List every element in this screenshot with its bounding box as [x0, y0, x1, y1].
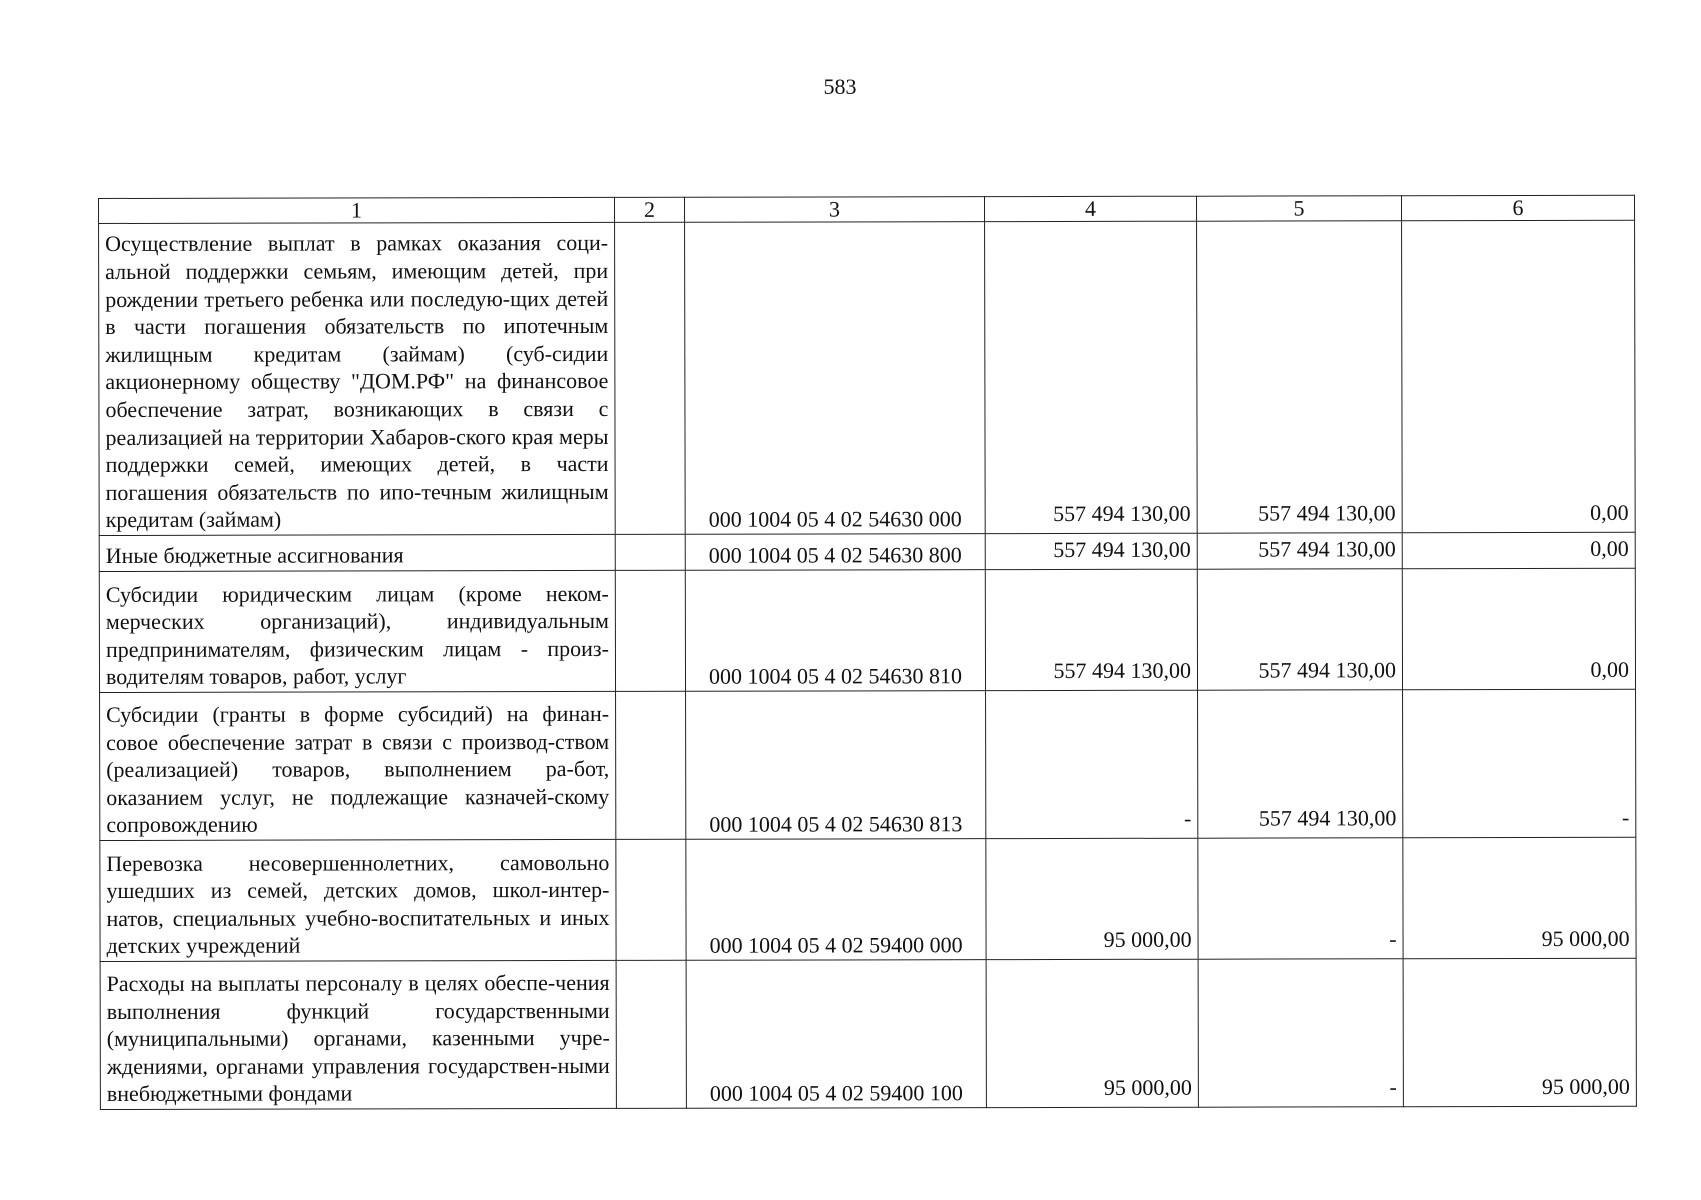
- row-col5-value: 557 494 130,00: [1258, 536, 1396, 562]
- row-col4: [985, 221, 1198, 533]
- table-row: [100, 689, 1636, 840]
- row-col6: [1403, 958, 1636, 1106]
- row-col5: [1197, 569, 1402, 690]
- row-col6: [1402, 220, 1636, 532]
- row-col4: [986, 959, 1198, 1107]
- row-code: 000 1004 05 4 02 59400 000: [686, 839, 986, 961]
- row-code: 000 1004 05 4 02 54630 800: [685, 534, 985, 571]
- row-name: Расходы на выплаты персоналу в целях обеспе-чения выполнения функций государственными (муниципальными) органами, казенными учре-ждениями, органами управления государствен-ными внебюджетными фондами: [100, 960, 616, 1109]
- row-col6-value: 95 000,00: [1541, 925, 1630, 951]
- row-col5: [1197, 533, 1402, 569]
- row-col4: [986, 690, 1198, 838]
- row-col6-value: 95 000,00: [1541, 1073, 1630, 1099]
- row-col4-value: -: [1183, 805, 1192, 831]
- table-row: [100, 837, 1636, 961]
- header-col-2: 2: [614, 197, 684, 222]
- header-col-6: 6: [1401, 195, 1634, 220]
- row-code: 000 1004 05 4 02 59400 100: [686, 960, 986, 1109]
- row-code: 000 1004 05 4 02 54630 813: [686, 691, 986, 840]
- row-col5: [1198, 690, 1403, 838]
- row-col4-value: 557 494 130,00: [1053, 657, 1192, 683]
- budget-table: [98, 195, 1637, 1110]
- row-col2: [615, 534, 685, 570]
- header-col-1: 1: [99, 197, 615, 223]
- header-col-4: 4: [984, 196, 1196, 221]
- page-number: 583: [823, 74, 857, 99]
- row-name: Иные бюджетные ассигнования: [99, 534, 615, 571]
- table-row: [100, 958, 1636, 1109]
- row-col5-value: 557 494 130,00: [1258, 500, 1396, 526]
- header-col-3: 3: [684, 197, 984, 223]
- row-col2: [616, 960, 686, 1108]
- row-name: Осуществление выплат в рамках оказания соци-альной поддержки семьям, имеющим детей, при рождении третьего ребенка или последую-щих детей в части погашения обязательств по ипотечным жилищным кредитам (займам) (суб-сидии акционерному обществу "ДОМ.РФ" на финансовое обеспечение затрат, возникающих в связи с реализацией на территории Хабаров-ского края меры поддержки семей, имеющих детей, в части погашения обязательств по ипо-течным жилищным кредитам (займам): [99, 222, 616, 535]
- row-col6-value: 0,00: [1590, 656, 1630, 682]
- row-col2: [616, 839, 686, 960]
- row-col2: [615, 222, 686, 534]
- row-col6-value: -: [1621, 804, 1630, 830]
- row-col5: [1198, 959, 1403, 1107]
- row-col5-value: -: [1389, 1074, 1397, 1100]
- row-col4-value: 95 000,00: [1103, 926, 1192, 952]
- row-col4-value: 95 000,00: [1103, 1074, 1192, 1100]
- row-col4: [985, 533, 1197, 569]
- row-col4-value: 557 494 130,00: [1053, 500, 1191, 527]
- row-col6: [1403, 689, 1636, 837]
- row-code: 000 1004 05 4 02 54630 810: [685, 570, 985, 692]
- row-col2: [616, 691, 686, 839]
- header-col-5: 5: [1196, 196, 1401, 221]
- row-col6-value: 0,00: [1590, 535, 1629, 561]
- row-col5: [1197, 221, 1403, 533]
- row-col5-value: 557 494 130,00: [1258, 657, 1397, 683]
- row-col2: [615, 570, 685, 691]
- row-col6-value: 0,00: [1590, 499, 1629, 525]
- row-col4-value: 557 494 130,00: [1053, 536, 1191, 563]
- row-code: 000 1004 05 4 02 54630 000: [685, 222, 986, 535]
- header-row: [99, 195, 1635, 223]
- row-col5-value: 557 494 130,00: [1258, 805, 1397, 831]
- row-col4: [985, 569, 1197, 690]
- row-col5: [1198, 838, 1403, 959]
- row-name: Субсидии (гранты в форме субсидий) на финан-совое обеспечение затрат в связи с производ-ством (реализацией) товаров, выполнением ра-бот, оказанием услуг, не подлежащие казначей-скому сопровождению: [100, 691, 616, 840]
- row-col5-value: -: [1389, 926, 1397, 952]
- row-col6: [1403, 837, 1636, 958]
- row-name: Перевозка несовершеннолетних, самовольно ушедших из семей, детских домов, школ-интер-натов, специальных учебно-воспитательных и иных детских учреждений: [100, 839, 616, 961]
- table-row: [99, 568, 1635, 692]
- row-col6: [1402, 532, 1635, 568]
- table-row: [99, 532, 1635, 571]
- table-row: [99, 220, 1636, 535]
- row-name: Субсидии юридическим лицам (кроме неком-мерческих организаций), индивидуальным предпринимателям, физическим лицам - произ-водителям товаров, работ, услуг: [99, 570, 615, 692]
- row-col4: [986, 838, 1198, 959]
- row-col6: [1402, 568, 1635, 689]
